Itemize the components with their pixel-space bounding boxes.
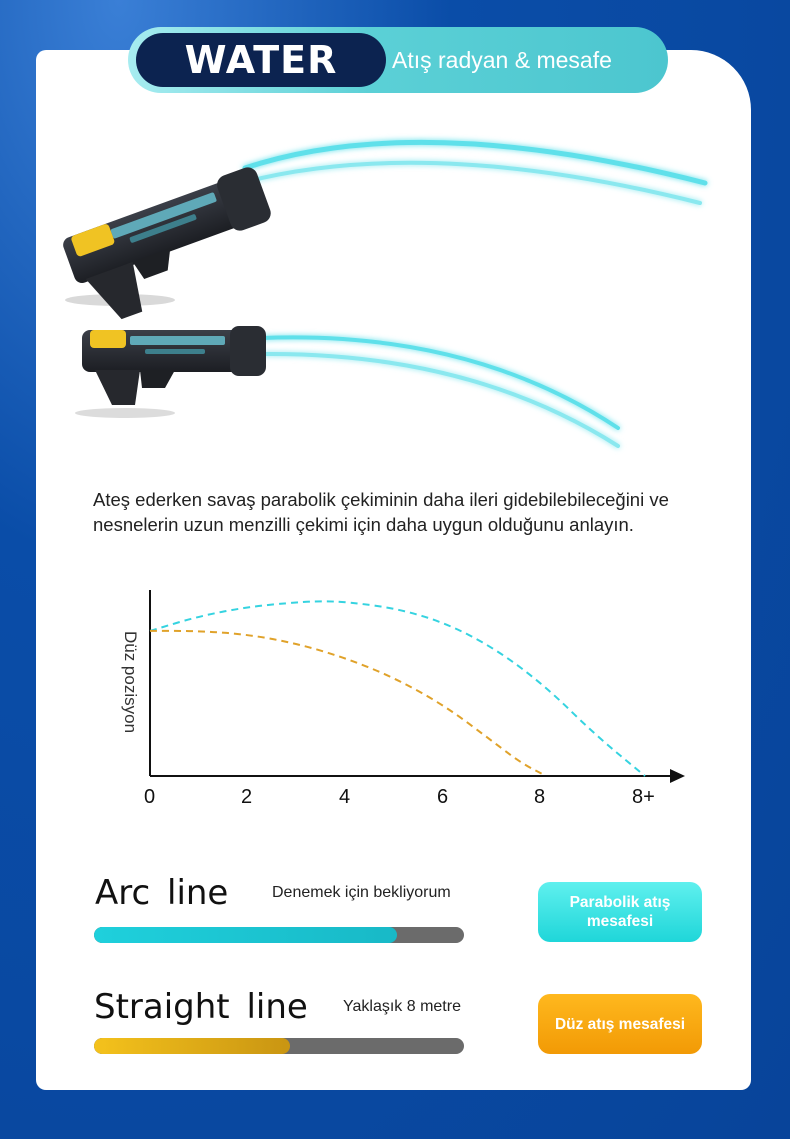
x-tick-label: 8+ bbox=[632, 786, 655, 808]
banner-title: WATER GUN bbox=[184, 38, 338, 136]
x-axis-arrow bbox=[670, 769, 685, 783]
straight-distance-button[interactable]: Düz atış mesafesi bbox=[538, 994, 702, 1054]
straight-line-status: Yaklaşık 8 metre bbox=[343, 998, 461, 1015]
chart-series-line-2 bbox=[150, 631, 546, 776]
banner-subtitle: Atış radyan & mesafe bbox=[392, 47, 612, 73]
straight-line-title: Straight line bbox=[94, 987, 308, 1027]
x-tick-label: 6 bbox=[437, 786, 449, 808]
parabolic-distance-button[interactable]: Parabolik atış mesafesi bbox=[538, 882, 702, 942]
arc-progress-fill bbox=[94, 927, 397, 943]
arc-progress-bar bbox=[94, 927, 464, 943]
arc-line-title: Arc line bbox=[95, 873, 229, 913]
x-tick-label: 8 bbox=[534, 786, 546, 808]
straight-progress-bar bbox=[94, 1038, 464, 1054]
y-axis-label: Düz pozisyon bbox=[121, 630, 140, 734]
description-text: Ateş ederken savaş parabolik çekiminin daha ileri gidebilebileceğini ve nesnelerin uzun menzilli çekimi için daha uygun olduğunu anlayın. bbox=[93, 489, 669, 535]
x-tick-label: 0 bbox=[144, 786, 156, 808]
x-tick-label: 2 bbox=[241, 786, 253, 808]
x-tick-label: 4 bbox=[339, 786, 351, 808]
straight-progress-fill bbox=[94, 1038, 290, 1054]
chart-series-line-1 bbox=[150, 601, 645, 776]
arc-line-status: Denemek için bekliyorum bbox=[272, 884, 451, 901]
